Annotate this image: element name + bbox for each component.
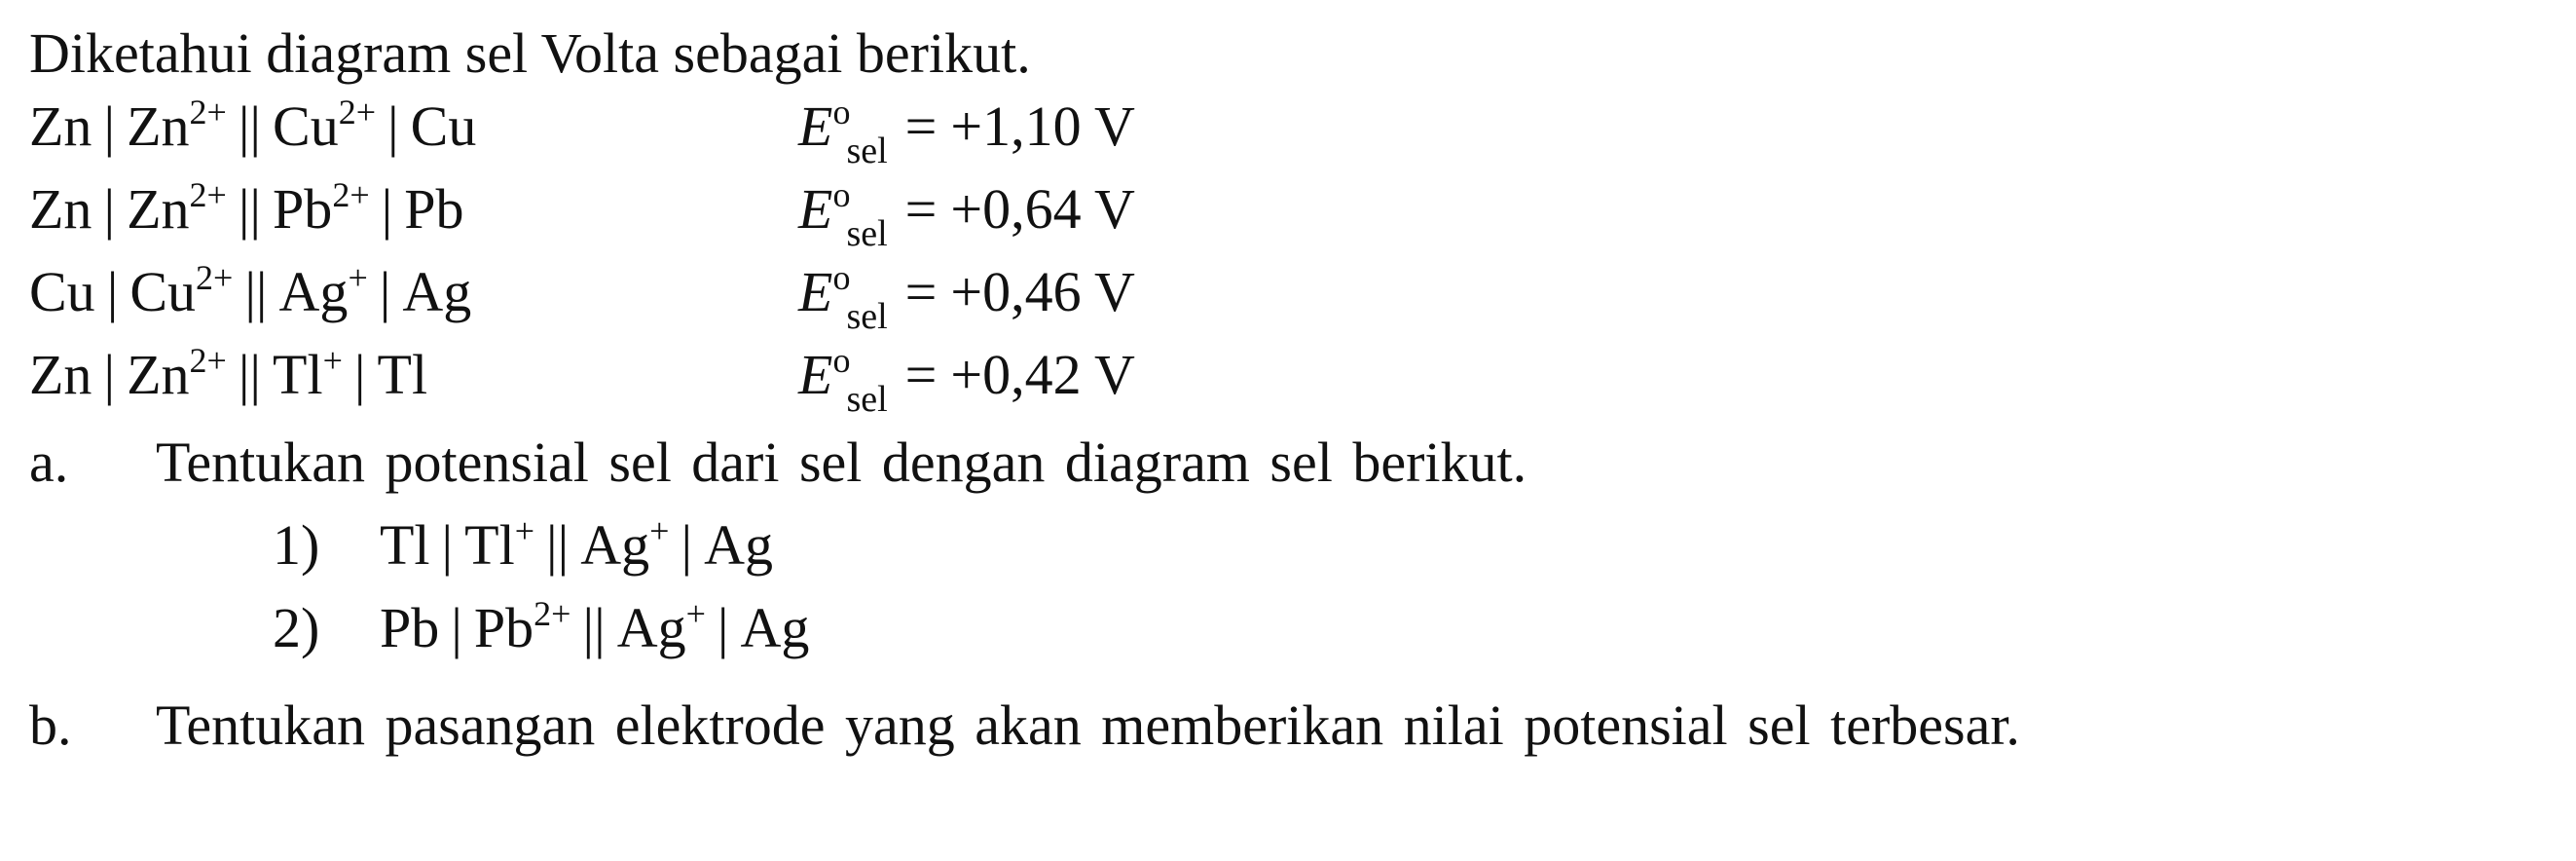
equals-sign: =: [904, 343, 938, 406]
cathode-ion-charge: +: [649, 511, 670, 550]
phase-boundary: |: [717, 596, 729, 659]
standard-degree-mark: o: [832, 341, 851, 380]
anode-ion: Zn: [127, 94, 190, 158]
cathode-metal: Ag: [704, 513, 773, 577]
anode-ion: Zn: [127, 177, 190, 241]
phase-boundary: |: [103, 343, 116, 406]
salt-bridge: ||: [244, 260, 268, 323]
cathode-ion-charge: 2+: [338, 93, 377, 131]
cathode-metal: Ag: [402, 260, 472, 323]
anode-ion-charge: 2+: [189, 93, 227, 131]
equals-sign: =: [904, 177, 938, 241]
sub-question-number: 1): [273, 513, 320, 577]
anode-ion-charge: 2+: [196, 258, 234, 297]
anode-metal: Zn: [29, 177, 92, 241]
phase-boundary: |: [681, 513, 693, 577]
standard-degree-mark: o: [832, 258, 851, 297]
sub-question-number: 2): [273, 596, 320, 659]
e-subscript: sel: [846, 296, 888, 337]
question-a: [29, 429, 2560, 506]
anode-ion: Cu: [129, 260, 196, 323]
anode-ion-charge: 2+: [189, 341, 227, 380]
cell-notation: [29, 175, 464, 243]
salt-bridge: ||: [238, 177, 262, 241]
question-marker: b.: [29, 693, 72, 757]
intro-text: Diketahui diagram sel Volta sebagai berikut.: [29, 21, 1031, 85]
cathode-ion: Cu: [273, 94, 339, 158]
anode-metal: Zn: [29, 343, 92, 406]
question-text: Tentukan potensial sel dari sel dengan diagram sel berikut.: [156, 430, 1527, 494]
cathode-ion-charge: +: [348, 258, 368, 297]
cathode-ion: Ag: [616, 596, 686, 659]
cell-notation: [380, 594, 809, 662]
e-symbol: E: [798, 343, 833, 406]
potential-value: +0,42 V: [950, 343, 1135, 406]
cathode-ion: Ag: [278, 260, 349, 323]
potential-value: +1,10 V: [950, 94, 1135, 158]
phase-boundary: |: [103, 94, 116, 158]
question-b: [29, 692, 2560, 769]
equals-sign: =: [904, 94, 938, 158]
anode-ion-charge: +: [514, 511, 535, 550]
salt-bridge: ||: [238, 343, 262, 406]
anode-ion: Tl: [464, 513, 515, 577]
cell-notation: [380, 511, 773, 580]
standard-degree-mark: o: [832, 175, 851, 214]
cathode-ion: Tl: [273, 343, 323, 406]
salt-bridge: ||: [238, 94, 262, 158]
cathode-metal: Tl: [377, 343, 428, 406]
cell-potential: [798, 93, 1135, 171]
cell-notation: [29, 93, 476, 161]
cell-notation: [29, 341, 427, 409]
phase-boundary: |: [103, 177, 116, 241]
cathode-ion-charge: +: [685, 594, 706, 633]
anode-ion-charge: 2+: [534, 594, 571, 633]
phase-boundary: |: [441, 513, 454, 577]
phase-boundary: |: [379, 260, 391, 323]
anode-ion-charge: 2+: [189, 175, 227, 214]
cathode-ion-charge: 2+: [332, 175, 370, 214]
anode-ion: Pb: [473, 596, 534, 659]
cell-potential: [798, 341, 1135, 420]
anode-metal: Tl: [380, 513, 430, 577]
e-symbol: E: [798, 94, 833, 158]
anode-metal: Zn: [29, 94, 92, 158]
question-text: Tentukan pasangan elektrode yang akan memberikan nilai potensial sel terbesar.: [156, 693, 2020, 757]
salt-bridge: ||: [582, 596, 606, 659]
sub-question: [273, 594, 1441, 672]
e-subscript: sel: [846, 379, 888, 420]
cell-potential: [798, 258, 1135, 337]
anode-metal: Cu: [29, 260, 95, 323]
cathode-ion-charge: +: [322, 341, 343, 380]
e-subscript: sel: [846, 131, 888, 171]
cathode-metal: Cu: [410, 94, 477, 158]
potential-value: +0,64 V: [950, 177, 1135, 241]
sub-question: [273, 511, 1441, 589]
phase-boundary: |: [106, 260, 119, 323]
cathode-metal: Ag: [740, 596, 810, 659]
e-symbol: E: [798, 177, 833, 241]
anode-metal: Pb: [380, 596, 440, 659]
phase-boundary: |: [353, 343, 366, 406]
question-marker: a.: [29, 430, 69, 494]
cathode-metal: Pb: [404, 177, 464, 241]
potential-value: +0,46 V: [950, 260, 1135, 323]
cell-potential: [798, 175, 1135, 254]
equals-sign: =: [904, 260, 938, 323]
cell-notation: [29, 258, 471, 326]
standard-degree-mark: o: [832, 93, 851, 131]
e-symbol: E: [798, 260, 833, 323]
phase-boundary: |: [381, 177, 393, 241]
anode-ion: Zn: [127, 343, 190, 406]
salt-bridge: ||: [546, 513, 570, 577]
cathode-ion: Pb: [273, 177, 333, 241]
phase-boundary: |: [387, 94, 399, 158]
e-subscript: sel: [846, 213, 888, 254]
phase-boundary: |: [451, 596, 462, 659]
cathode-ion: Ag: [580, 513, 650, 577]
